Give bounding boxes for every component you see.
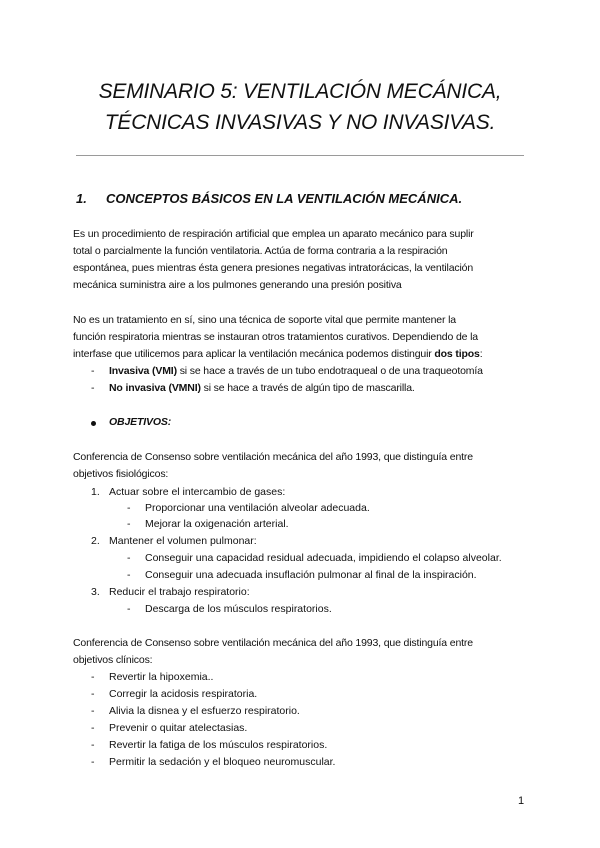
dash-bullet: - xyxy=(91,705,95,717)
section-number: 1. xyxy=(76,191,87,206)
clinical-item: Revertir la fatiga de los músculos respiratorios. xyxy=(109,739,328,751)
sub-item: Conseguir una adecuada insuflación pulmonar al final de la inspiración. xyxy=(145,569,477,581)
paragraph-types xyxy=(73,312,483,363)
title-line-2: TÉCNICAS INVASIVAS Y NO INVASIVAS. xyxy=(104,111,496,134)
sub-item: Mejorar la oxigenación arterial. xyxy=(145,518,289,530)
numbered-item-number: 2. xyxy=(91,535,100,547)
type-name: Invasiva (VMI) xyxy=(109,365,177,377)
paragraph-text: interfase que utilicemos para aplicar la ventilación mecánica podemos distinguir xyxy=(73,348,435,360)
paragraph-physio-intro xyxy=(73,449,473,483)
page-number: 1 xyxy=(518,795,525,807)
paragraph-line: Es un procedimiento de respiración artificial que emplea un aparato mecánico para suplir xyxy=(73,228,474,240)
dash-bullet: - xyxy=(91,382,95,394)
section-heading xyxy=(76,191,462,206)
paragraph-line: total o parcialmente la función ventilatoria. Actúa de forma contraria a la respiración xyxy=(73,245,448,257)
dash-bullet: - xyxy=(127,552,131,564)
numbered-item-label: Mantener el volumen pulmonar: xyxy=(109,535,257,547)
paragraph-line xyxy=(73,346,483,363)
sub-item: Descarga de los músculos respiratorios. xyxy=(145,603,332,615)
paragraph-line: función respiratoria mientras se instauran otros tratamientos curativos. Dependiendo de la xyxy=(73,331,478,343)
dash-bullet: - xyxy=(91,365,95,377)
paragraph-line: Conferencia de Consenso sobre ventilación mecánica del año 1993, que distinguía entre xyxy=(73,637,473,649)
type-description: si se hace a través de un tubo endotraqueal o de una traqueotomía xyxy=(176,365,483,377)
numbered-item-number: 3. xyxy=(91,586,100,598)
paragraph-line: espontánea, pues mientras ésta genera presiones negativas intratorácicas, la ventilación xyxy=(73,262,474,274)
title-line-1: SEMINARIO 5: VENTILACIÓN MECÁNICA, xyxy=(98,80,502,103)
list-item-type-text xyxy=(109,363,483,380)
dash-bullet: - xyxy=(91,756,95,768)
clinical-item: Corregir la acidosis respiratoria. xyxy=(109,688,258,700)
type-description: si se hace a través de algún tipo de mascarilla. xyxy=(200,382,415,394)
page-title xyxy=(40,76,560,138)
sub-item: Proporcionar una ventilación alveolar adecuada. xyxy=(145,502,370,514)
dash-bullet: - xyxy=(127,502,131,514)
dash-bullet: - xyxy=(91,688,95,700)
section-heading-text: CONCEPTOS BÁSICOS EN LA VENTILACIÓN MECÁNICA. xyxy=(106,191,463,206)
paragraph-line: objetivos clínicos: xyxy=(73,654,153,666)
paragraph-text: : xyxy=(479,348,483,360)
clinical-item: Alivia la disnea y el esfuerzo respiratorio. xyxy=(109,705,300,717)
bullet-dot-icon xyxy=(91,421,96,426)
list-item-type xyxy=(91,380,94,397)
clinical-item: Prevenir o quitar atelectasias. xyxy=(109,722,248,734)
clinical-item: Revertir la hipoxemia.. xyxy=(109,671,214,683)
paragraph-line: Conferencia de Consenso sobre ventilación mecánica del año 1993, que distinguía entre xyxy=(73,451,473,463)
paragraph-line: No es un tratamiento en sí, sino una técnica de soporte vital que permite mantener la xyxy=(73,314,456,326)
clinical-item: Permitir la sedación y el bloqueo neuromuscular. xyxy=(109,756,336,768)
type-name: No invasiva (VMNI) xyxy=(109,382,201,394)
list-item-type-text xyxy=(109,380,415,397)
objectives-heading: OBJETIVOS: xyxy=(109,416,172,428)
dash-bullet: - xyxy=(127,518,131,530)
paragraph-intro xyxy=(73,226,474,294)
list-item-type xyxy=(91,363,94,380)
paragraph-clinical-intro xyxy=(73,635,473,669)
dash-bullet: - xyxy=(127,569,131,581)
paragraph-line: objetivos fisiológicos: xyxy=(73,468,169,480)
numbered-item-label: Reducir el trabajo respiratorio: xyxy=(109,586,250,598)
dash-bullet: - xyxy=(91,722,95,734)
title-divider xyxy=(76,155,524,156)
sub-item: Conseguir una capacidad residual adecuada, impidiendo el colapso alveolar. xyxy=(145,552,502,564)
paragraph-bold-text: dos tipos xyxy=(434,348,480,360)
dash-bullet: - xyxy=(91,671,95,683)
numbered-item-label: Actuar sobre el intercambio de gases: xyxy=(109,486,286,498)
numbered-item-number: 1. xyxy=(91,486,100,498)
paragraph-line: mecánica suministra aire a los pulmones generando una presión positiva xyxy=(73,279,402,291)
dash-bullet: - xyxy=(91,739,95,751)
dash-bullet: - xyxy=(127,603,131,615)
